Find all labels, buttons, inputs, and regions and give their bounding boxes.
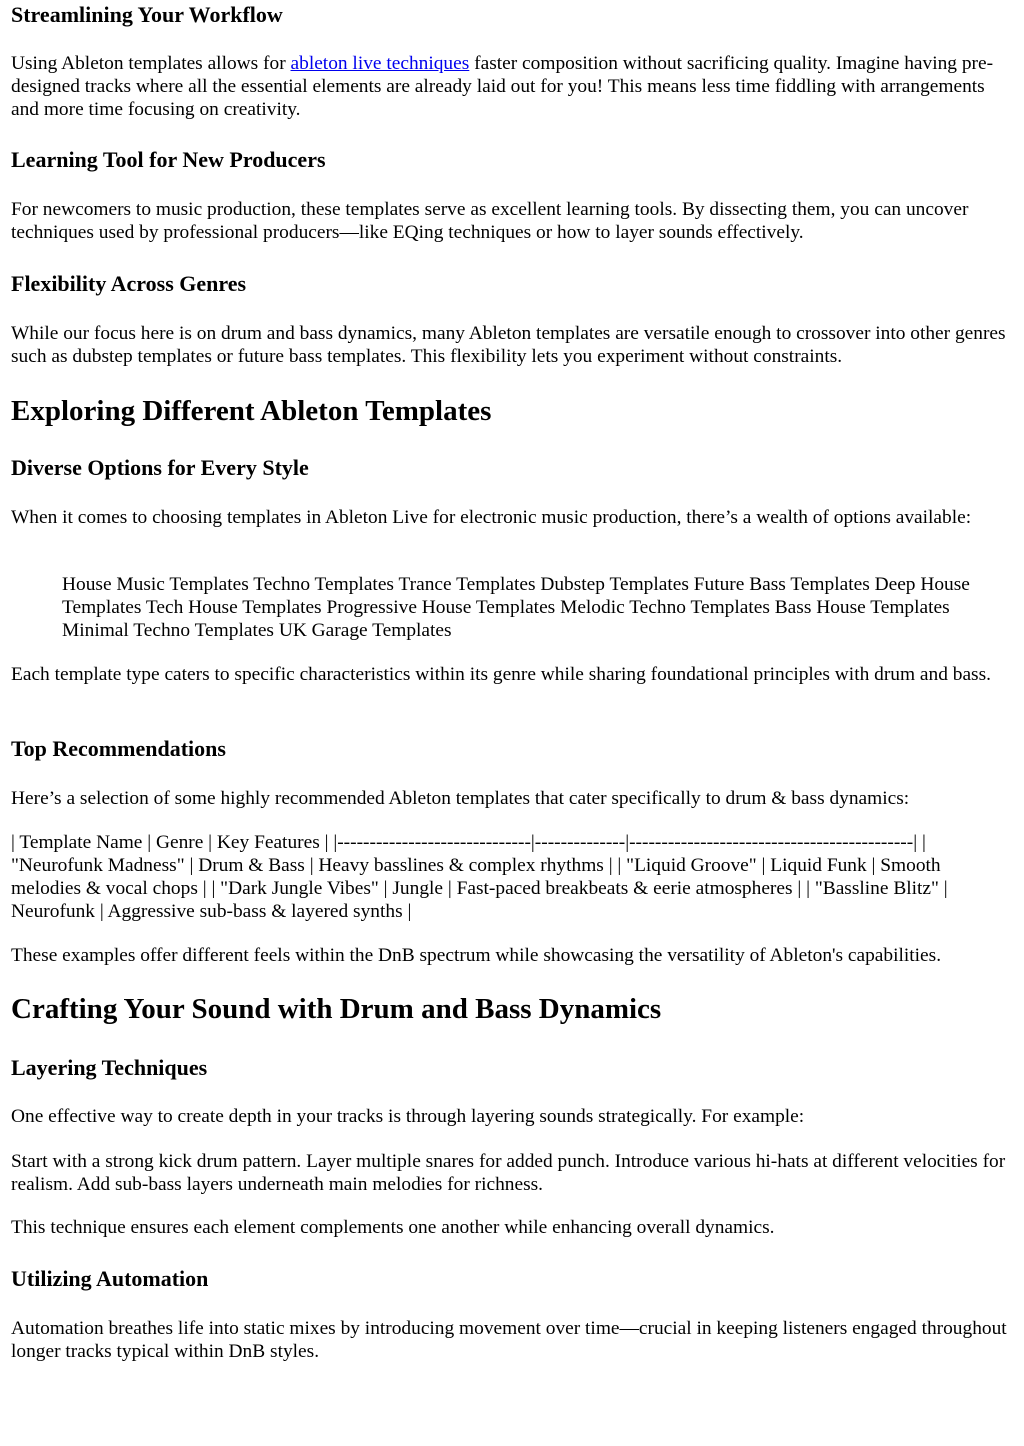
- markdown-table-text: | Template Name | Genre | Key Features | |------------------------------|--------------|--------------------------------------------| | "Neurofunk Madness" | Drum & Bass | Heavy basslines & complex rhythms | | "Liquid Groove" | Liquid Funk | Smooth melodies & vocal chops | | "Dark Jungle Vibes" | Jungle | Fast-paced breakbeats & eerie atmospheres | | "Bassline Blitz" | Neurofunk | Aggressive sub-bass & layered synths |: [11, 832, 948, 922]
- genre-template-list-item: House Music Templates Techno Templates Trance Templates Dubstep Templates Future Bass Templates Deep House Templates Tech House Templates Progressive House Templates Melodic Techno Templates Bass House Templates Minimal Techno Templates UK Garage Templates: [62, 574, 970, 641]
- heading-diverse-options: Diverse Options for Every Style: [11, 455, 309, 480]
- paragraph-dnb-examples: These examples offer different feels within the DnB spectrum while showcasing the versatility of Ableton's capabilities.: [11, 945, 942, 966]
- paragraph-streamlining: [11, 52, 1013, 121]
- paragraph-layering-summary: This technique ensures each element complements one another while enhancing overall dynamics.: [11, 1217, 775, 1238]
- paragraph-top-recommendations: Here’s a selection of some highly recommended Ableton templates that cater specifically to drum & bass dynamics:: [11, 788, 910, 809]
- heading-top-recommendations: Top Recommendations: [11, 736, 226, 761]
- heading-streamlining: Streamlining Your Workflow: [11, 2, 283, 27]
- paragraph-learning-tool: For newcomers to music production, these templates serve as excellent learning tools. By dissecting them, you can uncover techniques used by professional producers—like EQing techniques or how to layer sounds effectively.: [11, 199, 969, 243]
- genre-template-list: [62, 573, 992, 642]
- paragraph-diverse-options: When it comes to choosing templates in Ableton Live for electronic music production, there’s a wealth of options available:: [11, 507, 972, 528]
- heading-layering-techniques: Layering Techniques: [11, 1055, 208, 1080]
- paragraph-streamlining-after: faster composition without sacrificing quality. Imagine having pre-designed tracks where all the essential elements are already laid out for you! This means less time fiddling with arrangements and more time focusing on creativity.: [11, 53, 994, 120]
- heading-flexibility: Flexibility Across Genres: [11, 271, 247, 296]
- heading-exploring-templates: Exploring Different Ableton Templates: [11, 395, 492, 427]
- ableton-live-techniques-link[interactable]: ableton live techniques: [290, 53, 470, 74]
- heading-learning-tool: Learning Tool for New Producers: [11, 147, 326, 172]
- heading-utilizing-automation: Utilizing Automation: [11, 1266, 209, 1291]
- heading-crafting-sound: Crafting Your Sound with Drum and Bass Dynamics: [11, 993, 662, 1025]
- paragraph-automation: Automation breathes life into static mixes by introducing movement over time—crucial in keeping listeners engaged throughout longer tracks typical within DnB styles.: [11, 1318, 1007, 1362]
- paragraph-flexibility: While our focus here is on drum and bass dynamics, many Ableton templates are versatile enough to crossover into other genres such as dubstep templates or future bass templates. This flexibility lets you experiment without constraints.: [11, 323, 1006, 367]
- paragraph-streamlining-before: Using Ableton templates allows for: [11, 53, 291, 74]
- paragraph-layering-intro: One effective way to create depth in your tracks is through layering sounds strategically. For example:: [11, 1106, 805, 1127]
- paragraph-template-characteristics: Each template type caters to specific characteristics within its genre while sharing foundational principles with drum and bass.: [11, 664, 991, 685]
- paragraph-layering-steps: Start with a strong kick drum pattern. Layer multiple snares for added punch. Introduce various hi-hats at different velocities for realism. Add sub-bass layers underneath main melodies for richness.: [11, 1151, 1006, 1195]
